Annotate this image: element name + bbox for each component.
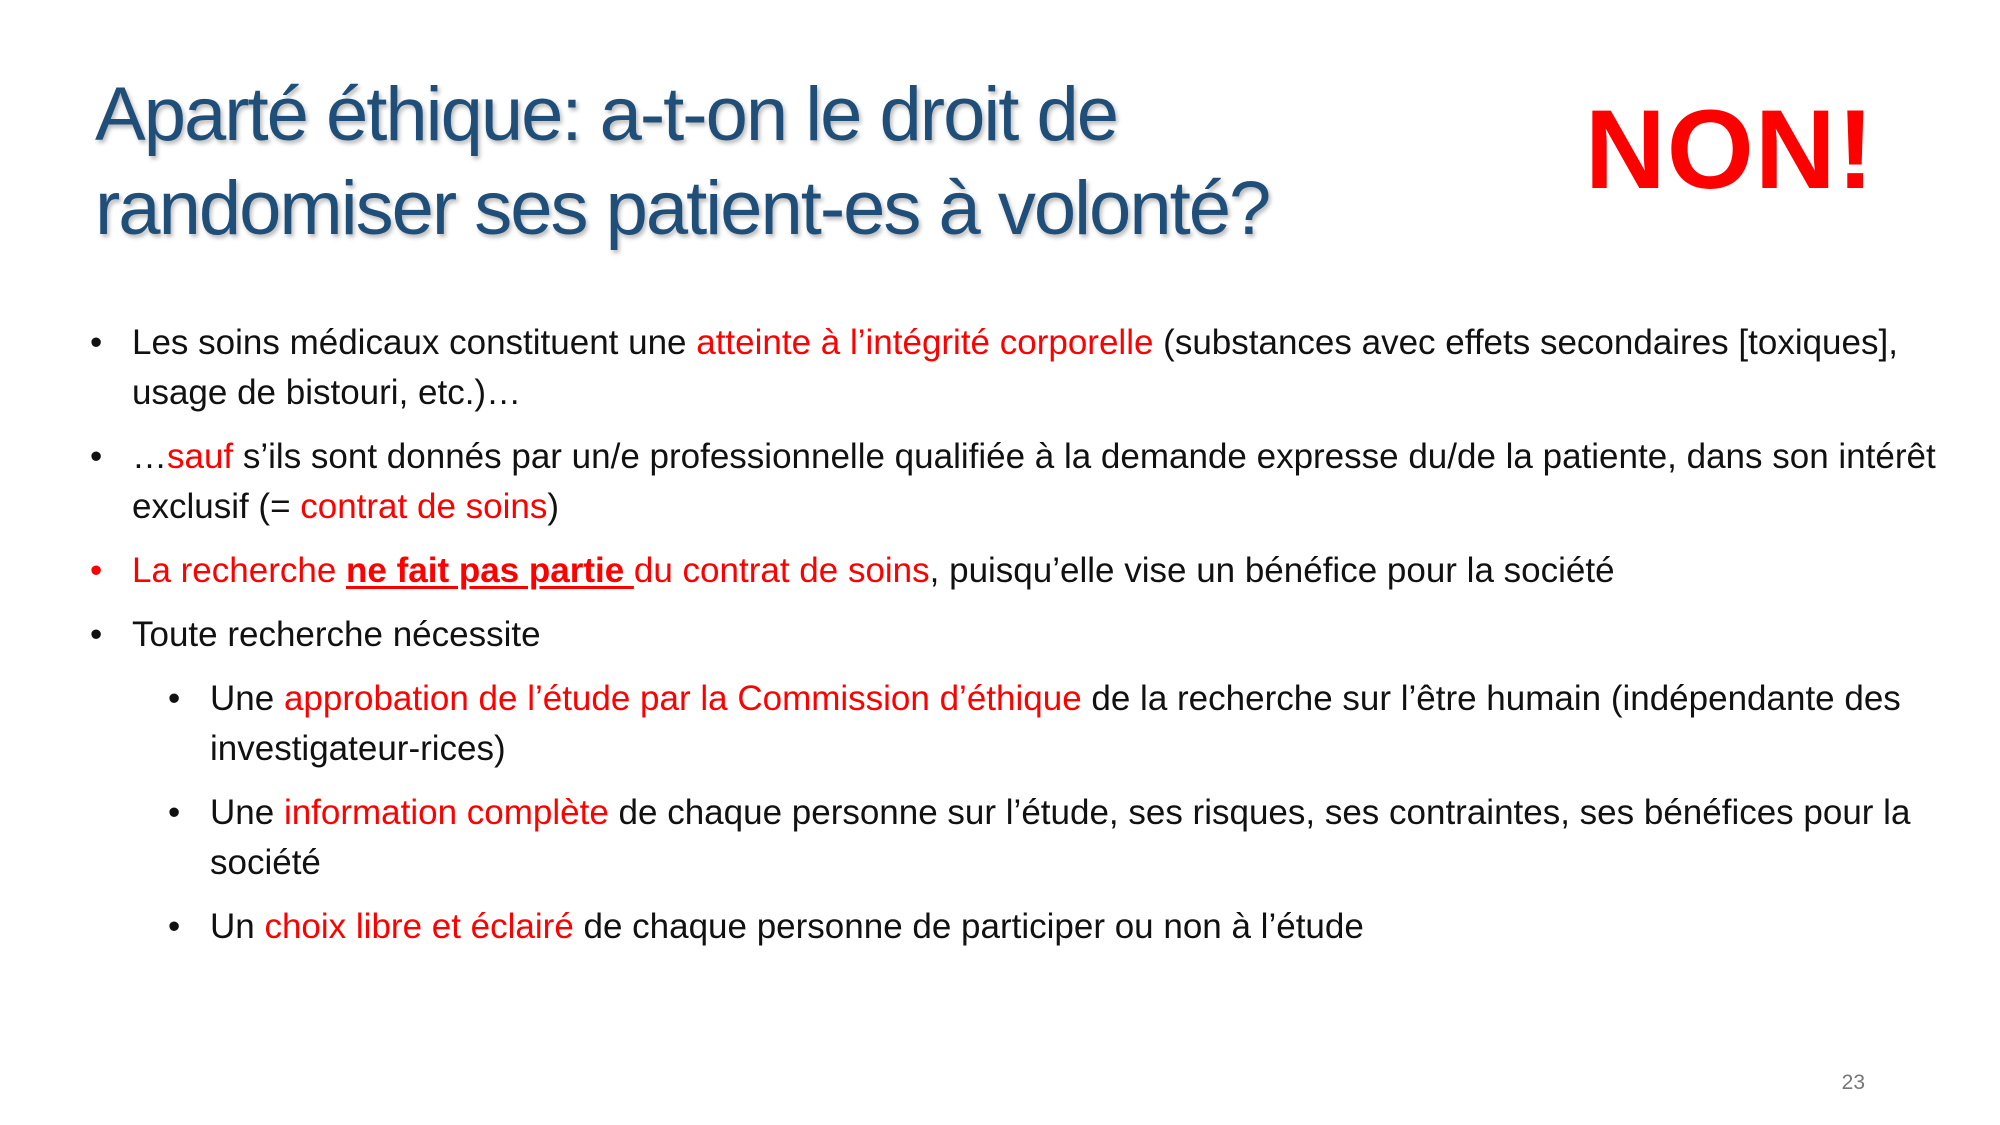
verdict-label: NON! — [1584, 87, 1875, 212]
highlight-text: du contrat de soins — [633, 551, 930, 590]
bullet-item-research-not-care — [90, 546, 1940, 596]
bullet-text: Un — [210, 907, 265, 946]
bullet-text: … — [132, 437, 167, 476]
bullet-text: s’ils sont donnés par un/e professionnelle qualifiée à la demande expresse du/de la patiente, dans son intérêt exclusif (= — [132, 437, 1936, 526]
bullet-text: Une — [210, 679, 284, 718]
bullet-text: , puisqu’elle vise un bénéfice pour la société — [929, 551, 1615, 590]
bullet-text: Les soins médicaux constituent une — [132, 323, 697, 362]
page-number: 23 — [1841, 1071, 1865, 1094]
slide-title-line-1: Aparté éthique: a-t-on le droit de — [95, 72, 1118, 157]
bullet-item-research-requirements — [90, 610, 1940, 660]
bullet-text: Une — [210, 793, 284, 832]
bullet-text: de chaque personne de participer ou non à l’étude — [573, 907, 1364, 946]
slide-title-line-2: randomiser ses patient-es à volonté? — [95, 166, 1270, 251]
slide-title — [95, 68, 1375, 256]
bullet-text: (substances avec effets secondaires [toxiques], usage de bistouri, etc.)… — [132, 323, 1898, 412]
bullet-text: Toute recherche nécessite — [132, 615, 541, 654]
bullet-text: de chaque personne sur l’étude, ses risques, ses contraintes, ses bénéfices pour la société — [210, 793, 1911, 882]
sub-bullet-full-information — [168, 788, 1940, 888]
bullet-item-bodily-integrity — [90, 318, 1940, 418]
bullet-text: de la recherche sur l’être humain (indépendante des investigateur-rices) — [210, 679, 1901, 768]
sub-bullet-ethics-approval — [168, 674, 1940, 774]
highlight-text: approbation de l’étude par la Commission d’éthique — [283, 679, 1082, 718]
highlight-text: contrat de soins — [300, 487, 548, 526]
bullet-item-care-contract — [90, 432, 1940, 532]
bullet-text: ) — [547, 487, 559, 526]
highlight-text: atteinte à l’intégrité corporelle — [696, 323, 1154, 362]
highlight-text: La recherche — [132, 551, 347, 590]
highlight-text: sauf — [167, 437, 234, 476]
bullet-list — [90, 318, 1940, 966]
emphasis-text: ne fait pas partie — [346, 551, 634, 590]
highlight-text: information complète — [283, 793, 609, 832]
sub-bullet-free-choice — [168, 902, 1940, 952]
highlight-text: choix libre et éclairé — [264, 907, 574, 946]
